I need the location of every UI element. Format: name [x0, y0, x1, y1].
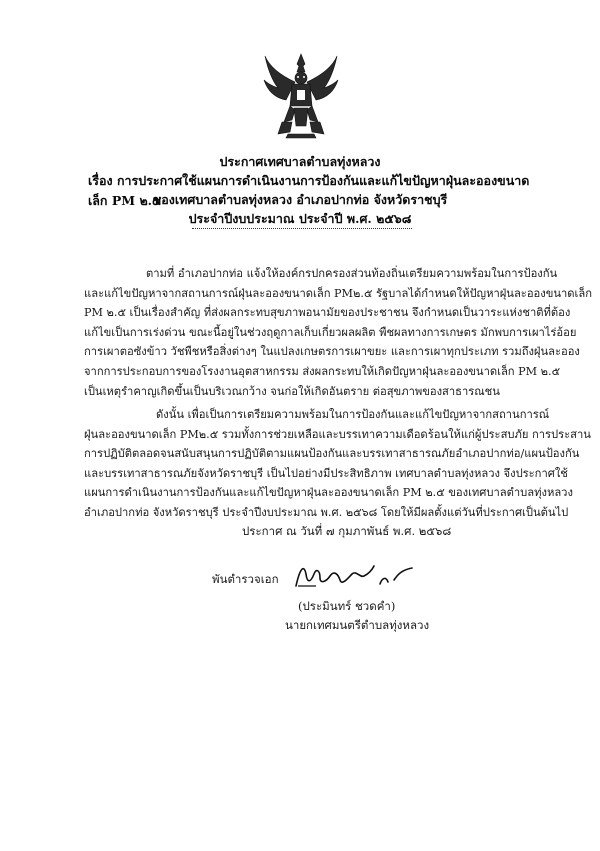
paragraph-line: PM ๒.๕ เป็นเรื่องสำคัญ ที่ส่งผลกระทบสุขภาพอนามัยของประชาชน จึงกำหนดเป็นวาระแห่งชาติที่ต้อง — [84, 306, 571, 320]
paragraph-line: และบรรเทาสาธารณภัยจังหวัดราชบุรี เป็นไปอย่างมีประสิทธิภาพ เทศบาลตำบลทุ่งหลวง จึงประกาศใช้ — [84, 466, 568, 480]
paragraph-line: และแก้ไขปัญหาจากสถานการณ์ฝุ่นละอองขนาดเล็ก PM๒.๕ รัฐบาลได้กำหนดให้ปัญหาฝุ่นละอองขนาดเล็ก — [84, 286, 593, 300]
paragraph-line: จากการประกอบการของโรงงานอุตสาหกรรม ส่งผลกระทบให้เกิดปัญหาฝุ่นละอองขนาดเล็ก PM ๒.๕ — [84, 364, 561, 378]
signer-name: (ประมินทร์ ชวดคำ) — [298, 599, 396, 613]
paragraph-line: การปฏิบัติตลอดจนสนับสนุนการปฏิบัติตามแผนป้องกันและบรรเทาสาธารณภัยอำเภอปากท่อ/แผนป้องกัน — [84, 447, 580, 461]
paragraph-2 — [84, 405, 591, 523]
paragraph-1 — [84, 264, 593, 401]
handwritten-signature — [290, 560, 420, 592]
paragraph-line: เป็นเหตุรำคาญเกิดขึ้นเป็นบริเวณกว้าง จนก่อให้เกิดอันตราย ต่อสุขภาพของสาธารณชน — [84, 384, 500, 398]
paragraph-line: แผนการดำเนินงานการป้องกันและแก้ไขปัญหาฝุ่นละอองขนาดเล็ก PM ๒.๕ ของเทศบาลตำบลทุ่งหลวง — [84, 486, 573, 500]
paragraph-line: การเผาตอซังข้าว วัชพืชหรือสิ่งต่างๆ ในแปลงเกษตรการเผาขยะ และการเผาทุกประเภท รวมถึงฝุ่นละออง — [84, 345, 580, 359]
paragraph-line: ฝุ่นละอองขนาดเล็ก PM๒.๕ รวมทั้งการช่วยเหลือและบรรเทาความเดือดร้อนให้แก่ผู้ประสบภัย การประสาน — [84, 427, 591, 441]
paragraph-line: แก้ไขเป็นการเร่งด่วน ขณะนี้อยู่ในช่วงฤดูกาลเก็บเกี่ยวผลผลิต พืชผลทางการเกษตร มักพบการเผาไร่อ้อย — [84, 325, 577, 339]
dotted-divider — [192, 226, 412, 229]
announcement-title: ประกาศเทศบาลตำบลทุ่งหลวง — [219, 154, 381, 169]
announcement-date: ประกาศ ณ วันที่ ๗ กุมภาพันธ์ พ.ศ. ๒๕๖๘ — [242, 524, 452, 538]
announcement-fiscal-year: ประจำปีงบประมาณ ประจำปี พ.ศ. ๒๕๖๘ — [188, 211, 412, 226]
paragraph-line: ดังนั้น เพื่อเป็นการเตรียมความพร้อมในการป้องกันและแก้ไขปัญหาจากสถานการณ์ — [156, 408, 550, 421]
signer-rank: พันตำรวจเอก — [212, 572, 279, 586]
paragraph-line: อำเภอปากท่อ จังหวัดราชบุรี ประจำปีงบประมาณ พ.ศ. ๒๕๖๘ โดยให้มีผลตั้งแต่วันที่ประกาศเป็นต้นไป — [84, 505, 569, 519]
announcement-subject: เรื่อง การประกาศใช้แผนการดำเนินงานการป้องกันและแก้ไขปัญหาฝุ่นละอองขนาดเล็ก PM ๒.๕ — [88, 173, 530, 208]
signer-position: นายกเทศมนตรีตำบลทุ่งหลวง — [285, 618, 430, 632]
paragraph-line: ตามที่ อำเภอปากท่อ แจ้งให้องค์กรปกครองส่วนท้องถิ่นเตรียมความพร้อมในการป้องกัน — [146, 267, 558, 280]
announcement-agency: ของเทศบาลตำบลทุ่งหลวง อำเภอปากท่อ จังหวัดราชบุรี — [152, 192, 448, 207]
garuda-seal-icon — [262, 50, 340, 140]
